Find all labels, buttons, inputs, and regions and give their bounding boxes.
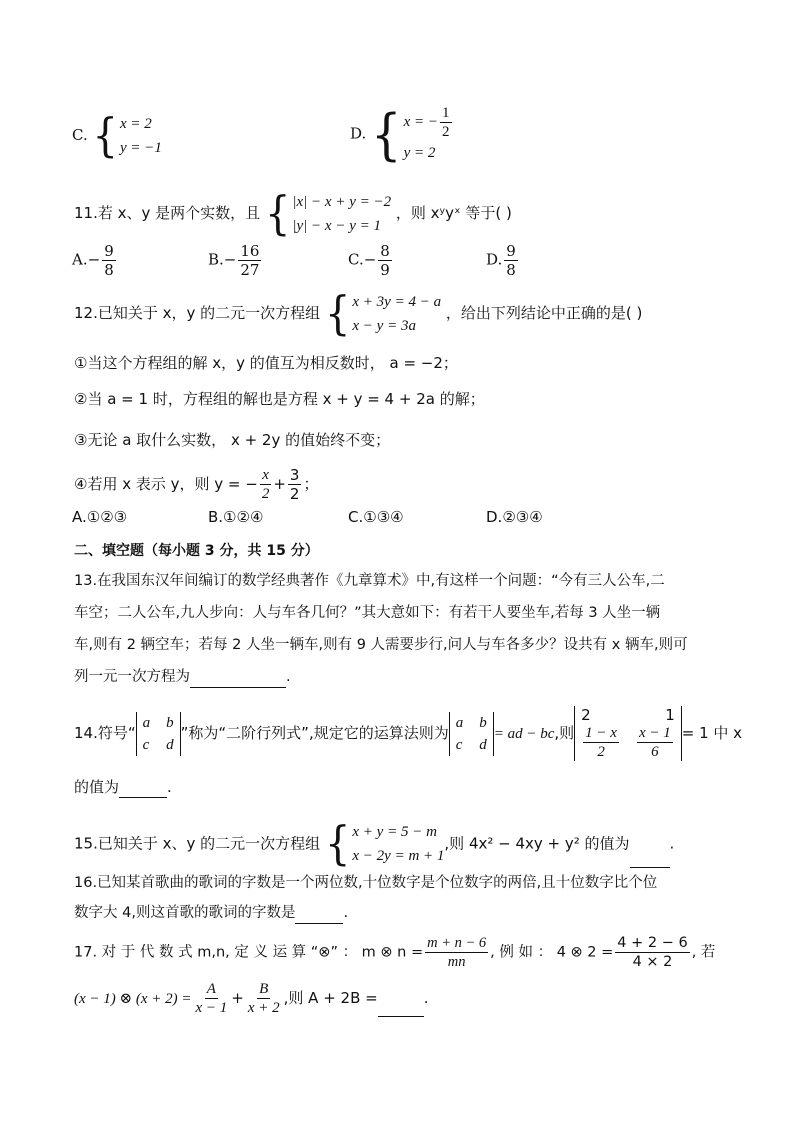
q12-row1: x + 3y = 4 − a bbox=[352, 294, 442, 310]
q12-statement-4: ④若用 x 表示 y，则 y = − $\frac{x}{2}$ + $\frac{3}{2}$ ； bbox=[74, 466, 319, 503]
fraction: $\frac{3}{2}$ bbox=[289, 466, 300, 503]
fraction: $\frac{16}{27}$ bbox=[240, 242, 260, 279]
q12-option-d: D.②③④ bbox=[486, 508, 543, 526]
fraction: $\frac{1}{2}$ bbox=[442, 105, 450, 140]
q12-system bbox=[324, 287, 442, 341]
q10-c-row1: x = 2 bbox=[119, 116, 152, 132]
q10-c-row2: y = −1 bbox=[119, 140, 162, 156]
brace-icon: { bbox=[324, 287, 351, 341]
q12-row2: x − y = 3a bbox=[352, 318, 416, 334]
fraction: $\frac{m + n - 6}{mn}$ bbox=[427, 935, 487, 970]
q10-option-c bbox=[72, 109, 162, 163]
q13-line1: 13.在我国东汉年间编订的数学经典著作《九章算术》中,有这样一个问题：“今有三人公车,二 bbox=[74, 573, 665, 589]
q10-option-d-label: D. bbox=[350, 124, 367, 143]
q11-option-b: B.− $\frac{16}{27}$ bbox=[208, 242, 260, 279]
determinant-symbol: a b c d bbox=[136, 712, 181, 756]
answer-blank[interactable] bbox=[378, 998, 424, 1017]
q10-d-row1: x = − $\frac{1}{2}$ bbox=[403, 105, 450, 140]
fraction: $\frac{x - 1}{6}$ bbox=[638, 725, 671, 760]
fraction: $\frac{9}{8}$ bbox=[506, 242, 516, 279]
question-12 bbox=[74, 287, 643, 341]
q13-line2: 车空；二人公车,九人步向：人与车各几何？”其大意如下：有若干人要坐车,若每 3 人坐一辆 bbox=[74, 605, 661, 621]
brace-icon: { bbox=[92, 109, 118, 163]
q15-system: { x + y = 5 − m x − 2y = m + 1 bbox=[324, 817, 445, 871]
q16-line2: 数字大 4,则这首歌的歌词的字数是 . bbox=[74, 902, 348, 924]
q13-line3: 车,则有 2 辆空车；若每 2 人坐一辆车,则有 9 人需要步行,问人与车各多少？设共有 x 辆车,则可 bbox=[74, 637, 688, 653]
question-14: 14.符号“ a b c d ”称为“二阶行列式”,规定它的运算法则为 a b c d = ad − bc,则 2 1 $\frac{1 - x}{2}$ $\frac{x - 1}{6}$ = 1 中 x bbox=[74, 706, 743, 760]
question-11 bbox=[74, 187, 512, 241]
q11-option-d: D. $\frac{9}{8}$ bbox=[486, 242, 516, 279]
q11-option-a: A.− $\frac{9}{8}$ bbox=[72, 242, 114, 279]
q12-statement-2: ②当 a = 1 时，方程组的解也是方程 x + y = 4 + 2a 的解； bbox=[74, 390, 485, 408]
determinant-rule: a b c d bbox=[449, 712, 494, 756]
answer-blank[interactable] bbox=[190, 669, 286, 688]
q14-line2: 的值为 . bbox=[74, 778, 172, 796]
fraction: $\frac{B}{x + 2}$ bbox=[247, 981, 280, 1016]
answer-blank[interactable] bbox=[295, 905, 343, 924]
q10-d-row2: y = 2 bbox=[403, 145, 436, 161]
answer-blank[interactable] bbox=[119, 779, 167, 798]
q12-statement-3: ③无论 a 取什么实数， x + 2y 的值始终不变； bbox=[74, 431, 391, 449]
q12-option-c: C.①③④ bbox=[348, 508, 404, 526]
question-17: 17. 对 于 代 数 式 m,n, 定 义 运 算 “⊗” ： m ⊗ n = $\frac{m + n - 6}{mn}$ , 例 如 ： 4 ⊗ 2 = $\frac{4 + 2 - 6}{4 \times 2}$ , 若 bbox=[74, 935, 716, 970]
fraction: $\frac{x}{2}$ bbox=[261, 467, 270, 502]
q16-line1: 16.已知某首歌曲的歌词的字数是一个两位数,十位数字是个位数字的两倍,且十位数字比个位 bbox=[74, 875, 658, 891]
q10-option-d bbox=[350, 104, 454, 165]
question-15: 15.已知关于 x、y 的二元一次方程组 { x + y = 5 − m x − 2y = m + 1 ,则 4x² − 4xy + y² 的值为 . bbox=[74, 817, 675, 871]
q11-prefix: 11.若 x、y 是两个实数，且 bbox=[74, 204, 261, 222]
brace-icon: { bbox=[264, 187, 291, 241]
fraction: $\frac{A}{x - 1}$ bbox=[195, 981, 228, 1016]
q12-suffix: ，给出下列结论中正确的是( ) bbox=[445, 304, 643, 322]
determinant-problem: 2 1 $\frac{1 - x}{2}$ $\frac{x - 1}{6}$ bbox=[574, 706, 682, 761]
q12-option-b: B.①②④ bbox=[208, 508, 264, 526]
q13-line4: 列一元一次方程为 . bbox=[74, 666, 291, 688]
q17-line2: (x − 1) ⊗ (x + 2) = $\frac{A}{x - 1}$ + $\frac{B}{x + 2}$ ,则 A + 2B = . bbox=[74, 981, 429, 1016]
fraction: $\frac{8}{9}$ bbox=[380, 242, 390, 279]
q10-option-c-system bbox=[92, 109, 162, 163]
q12-prefix: 12.已知关于 x，y 的二元一次方程组 bbox=[74, 304, 321, 322]
brace-icon: { bbox=[324, 817, 351, 871]
q11-row1: |x| − x + y = −2 bbox=[292, 194, 392, 210]
answer-blank[interactable] bbox=[630, 849, 670, 868]
q12-option-a: A.①②③ bbox=[72, 508, 128, 526]
q12-statement-1: ①当这个方程组的解 x，y 的值互为相反数时， a = −2； bbox=[74, 354, 458, 372]
section-heading: 二、填空题（每小题 3 分，共 15 分） bbox=[74, 543, 319, 559]
q11-suffix: ，则 xʸyˣ 等于( ) bbox=[395, 204, 512, 222]
q11-system bbox=[264, 187, 392, 241]
q11-row2: |y| − x − y = 1 bbox=[292, 218, 381, 234]
brace-icon: { bbox=[371, 102, 402, 167]
fraction: $\frac{1 - x}{2}$ bbox=[585, 725, 617, 760]
fraction: $\frac{9}{8}$ bbox=[104, 242, 114, 279]
q10-option-d-system bbox=[371, 104, 453, 165]
fraction: $\frac{4 + 2 - 6}{4 \times 2}$ bbox=[617, 935, 688, 970]
q10-option-c-label: C. bbox=[72, 126, 88, 144]
q11-option-c: C.− $\frac{8}{9}$ bbox=[348, 242, 390, 279]
